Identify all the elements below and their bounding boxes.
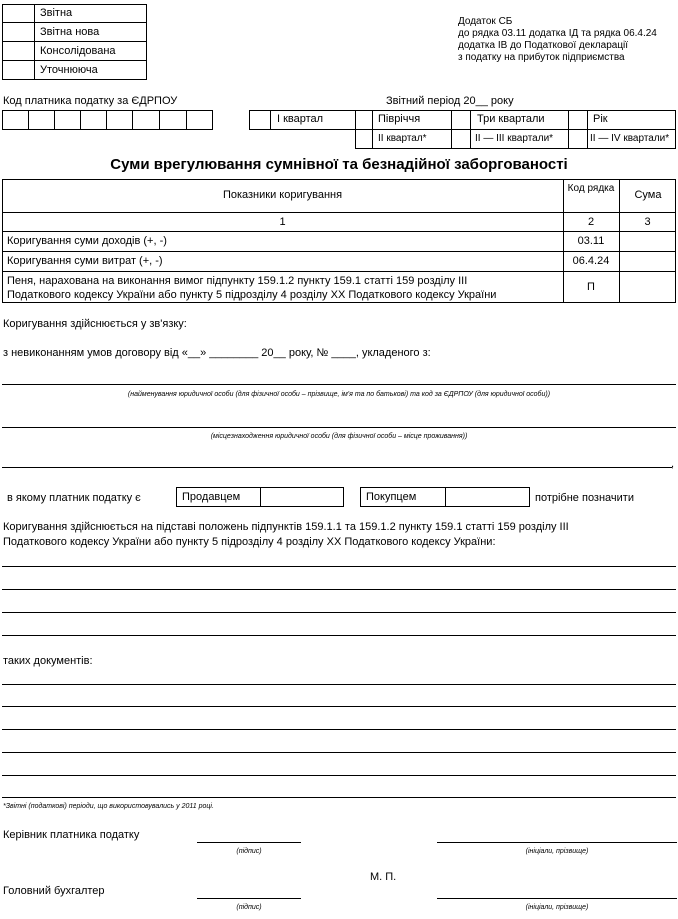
basis-input-line[interactable] [2,635,676,636]
column-number: 2 [587,216,595,228]
counterparty-location-line[interactable] [2,427,676,428]
row-divider [2,271,676,272]
cell-divider [132,110,133,130]
row-name-income: Коригування суми доходів (+, -) [7,235,167,247]
head-signature-line[interactable] [197,842,301,843]
footnote: *Звітні (податкові) періоди, що використовувались у 2011 році. [3,803,214,810]
adjustment-reason-label: Коригування здійснюється у зв'язку: [3,318,187,330]
cell-divider [159,110,160,130]
documents-input-line[interactable] [2,706,676,707]
sum-expenses-field[interactable] [620,252,676,271]
taxpayer-code-label: Код платника податку за ЄДРПОУ [3,95,178,107]
head-initials-line[interactable] [437,842,677,843]
column-number: 1 [279,216,286,228]
checkbox-q1[interactable] [249,110,271,130]
seller-divider [260,487,261,507]
role-suffix: потрібне позначити [535,492,634,504]
buyer-divider [445,487,446,507]
checkbox-report-type-4[interactable] [3,61,34,79]
stamp-label: М. П. [370,871,397,883]
row-divider [2,251,676,252]
accountant-initials-hint: (ініціали, прізвище) [525,904,589,911]
cell-divider [106,110,107,130]
header-indicator: Показники коригування [222,189,343,201]
contract-line: з невиконанням умов договору від «__» ________ 20__ року, № ____, укладеного з: [3,347,431,359]
cell-divider [186,110,187,130]
head-signature-hint: (підпис) [236,848,262,855]
period-q2-q4: ІІ — IV квартали* [590,133,670,144]
period-row1-frame [271,110,676,130]
appendix-title: Додаток СБ [458,16,513,27]
basis-input-line[interactable] [2,612,676,613]
basis-line1: Коригування здійснюється на підставі положень підпунктів 159.1.1 та 159.1.2 пункту 159.1 статті 159 розділу III [3,521,569,533]
period-row2-frame [373,129,676,149]
row-name-penalty [7,274,496,302]
accountant-initials-line[interactable] [437,898,677,899]
basis-text [3,520,569,550]
report-type-3: Консолідована [40,45,116,57]
row-code-income: 03.11 [577,235,605,247]
period-label: Звітний період 20__ року [386,95,514,107]
hint-location: (місцезнаходження юридичної особи (для фізичної особи – місце проживання)) [210,433,468,440]
extra-line[interactable] [2,467,672,468]
cell-divider [28,110,29,130]
row-code-penalty: П [587,281,595,293]
documents-input-line[interactable] [2,684,676,685]
period-q2-q3: ІІ — ІІІ квартали* [475,133,554,144]
row-code-expenses: 06.4.24 [572,255,610,267]
report-type-1: Звітна [40,7,73,19]
taxpayer-code-field[interactable] [2,110,213,130]
appendix-line: з податку на прибуток підприємства [458,52,625,63]
period-year: Рік [593,113,608,125]
row-divider [2,212,676,213]
cell-divider [80,110,81,130]
documents-label: таких документів: [3,655,93,667]
checkbox-q2[interactable] [355,129,373,149]
checkbox-report-type-2[interactable] [3,23,34,41]
role-prefix: в якому платник податку є [7,492,141,504]
accountant-label: Головний бухгалтер [3,885,105,897]
appendix-line: до рядка 03.11 додатка ІД та рядка 06.4.24 [458,28,657,39]
period-q2: ІІ квартал* [378,133,427,144]
report-type-2: Звітна нова [40,26,100,38]
buyer-label: Покупцем [366,491,417,503]
head-initials-hint: (ініціали, прізвище) [525,848,589,855]
basis-input-line[interactable] [2,589,676,590]
documents-input-line[interactable] [2,797,676,798]
report-type-4: Уточнююча [40,64,98,76]
period-half: Півріччя [378,113,421,125]
accountant-signature-line[interactable] [197,898,301,899]
accountant-signature-hint: (підпис) [236,904,262,911]
header-sum: Сума [634,189,662,201]
comma: , [671,458,675,470]
row-divider [2,231,676,232]
sum-income-field[interactable] [620,232,676,251]
row-name-penalty-line2: Податкового кодексу України або пункту 5 підрозділу 4 розділу XX Податкового кодексу України [7,289,497,301]
cell-divider [54,110,55,130]
checkbox-report-type-1[interactable] [3,5,34,22]
documents-input-line[interactable] [2,729,676,730]
head-label: Керівник платника податку [3,829,140,841]
checkbox-report-type-3[interactable] [3,42,34,60]
documents-input-line[interactable] [2,752,676,753]
period-q1: І квартал [277,113,324,125]
row-name-expenses: Коригування суми витрат (+, -) [7,255,163,267]
column-number: 3 [644,216,651,228]
period-nine-months: Три квартали [477,113,545,125]
basis-input-line[interactable] [2,566,676,567]
hint-name: (найменування юридичної особи (для фізичної особи – прізвище, ім'я та по батькові) та код за ЄДРПОУ (для юридичної особи)) [127,391,551,398]
appendix-line: додатка ІВ до Податкової декларації [458,40,629,51]
header-code: Код рядка [567,183,615,194]
documents-input-line[interactable] [2,775,676,776]
appendix-header [458,16,657,64]
basis-line2: Податкового кодексу України або пункту 5 підрозділу 4 розділу XX Податкового кодексу України: [3,536,496,548]
row-name-penalty-line1: Пеня, нарахована на виконання вимог підпункту 159.1.2 пункту 159.1 статті 159 розділу III [7,275,468,287]
counterparty-name-line[interactable] [2,384,676,385]
seller-label: Продавцем [182,491,241,503]
sum-penalty-field[interactable] [620,272,676,302]
form-title: Суми врегулювання сумнівної та безнадійної заборгованості [110,156,568,173]
